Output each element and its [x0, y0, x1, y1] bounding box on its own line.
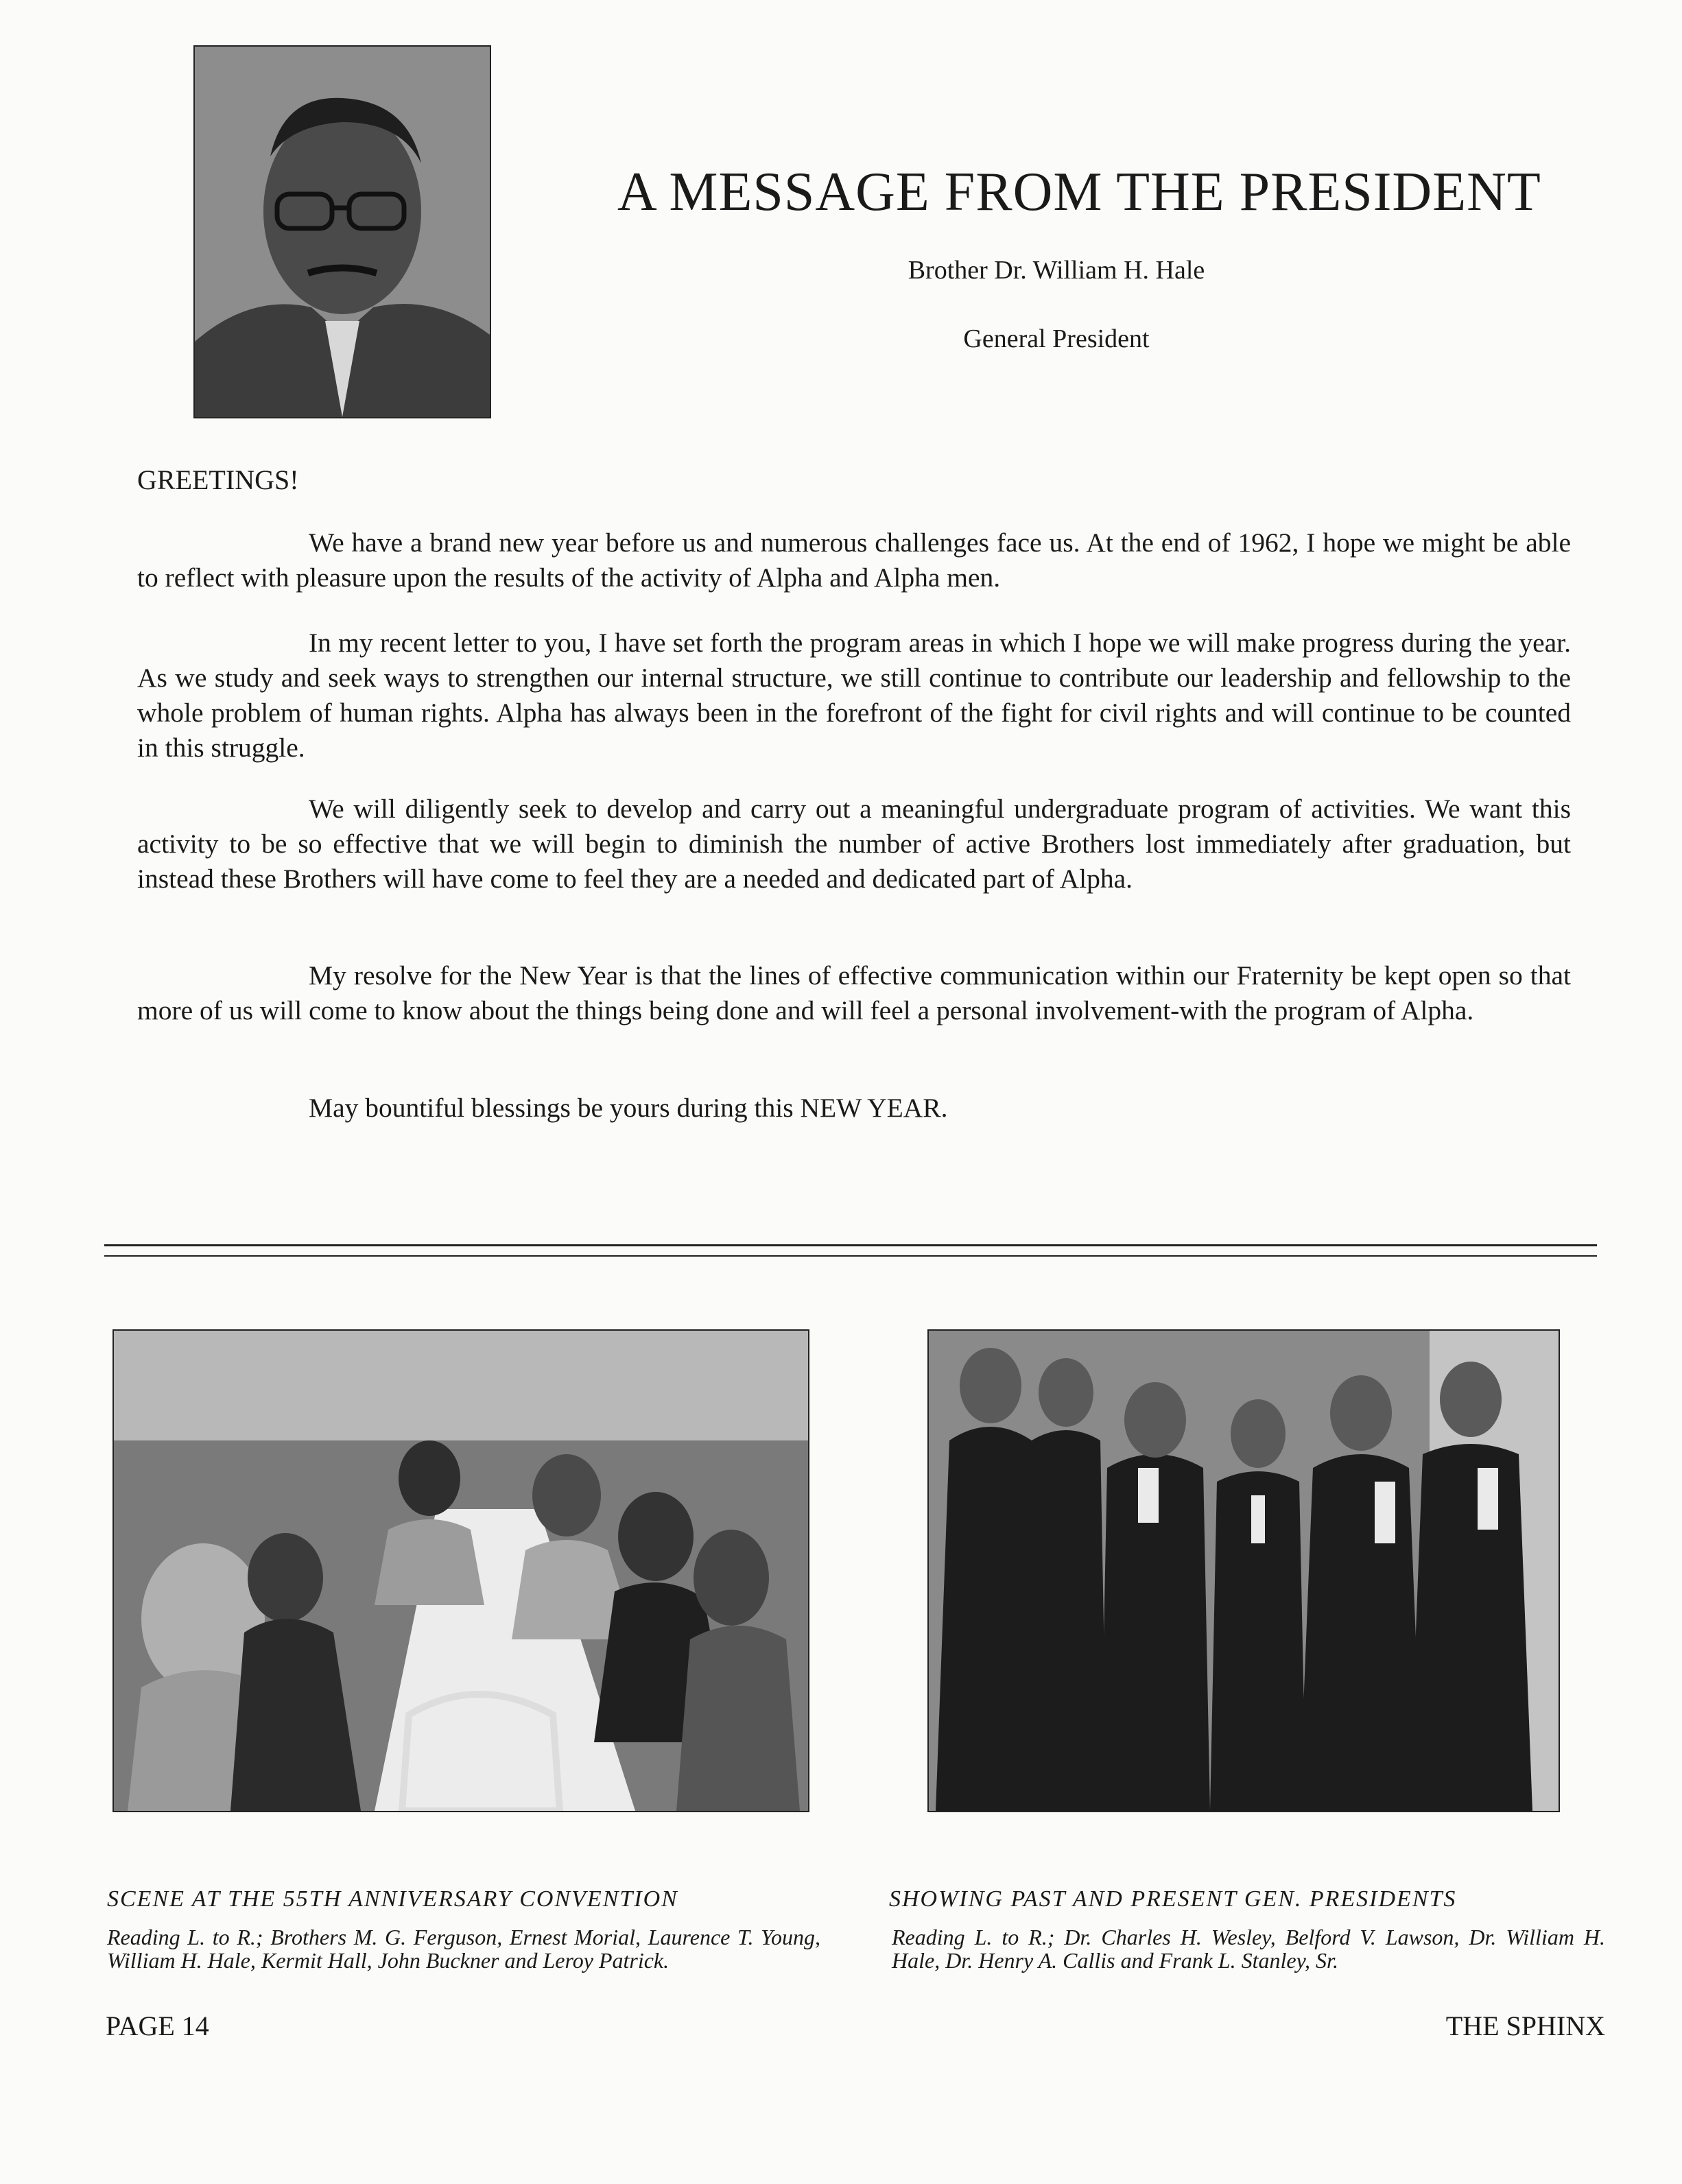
portrait-photo: [193, 45, 491, 418]
author-role: General President: [963, 324, 1150, 353]
paragraph-3: We will diligently seek to develop and carry out a meaningful undergraduate program of activities. We want this activity to be so effective that we will begin to diminish the number of active Brothers lost immediately after graduation, but instead these Brothers will have come to feel they are a needed and dedicated part of Alpha.: [137, 794, 1571, 894]
left-caption-text: Reading L. to R.; Brothers M. G. Ferguson, Ernest Morial, Laurence T. Young, William H. Hale, Kermit Hall, John Buckner and Leroy Patrick.: [107, 1925, 820, 1973]
divider-rule-top: [104, 1244, 1597, 1246]
paragraph-2: In my recent letter to you, I have set forth the program areas in which I hope we will make progress during the year. As we study and seek ways to strengthen our internal structure, we still continue to contribute our leadership and fellowship to the whole problem of human rights. Alpha has always been in the forefront of the fight for civil rights and will continue to be counted in this struggle.: [137, 628, 1571, 763]
page-number: PAGE 14: [106, 2010, 209, 2041]
publication-name: THE SPHINX: [1445, 2010, 1605, 2041]
left-caption-title: SCENE AT THE 55TH ANNIVERSARY CONVENTION: [107, 1886, 678, 1912]
paragraph-1: We have a brand new year before us and numerous challenges face us. At the end of 1962, I hope we might be able to reflect with pleasure upon the results of the activity of Alpha and Alpha men.: [137, 527, 1571, 593]
paragraph-4: My resolve for the New Year is that the lines of effective communication within our Fraternity be kept open so that more of us will come to know about the things being done and will feel a personal involvement-with the program of Alpha.: [137, 960, 1571, 1025]
right-caption-text: Reading L. to R.; Dr. Charles H. Wesley, Belford V. Lawson, Dr. William H. Hale, Dr. Henry A. Callis and Frank L. Stanley, Sr.: [892, 1925, 1605, 1973]
presidents-photo: [927, 1329, 1560, 1812]
page-title: A MESSAGE FROM THE PRESIDENT: [617, 162, 1541, 222]
convention-photo: [112, 1329, 809, 1812]
author-name: Brother Dr. William H. Hale: [908, 256, 1205, 285]
paragraph-5: May bountiful blessings be yours during this NEW YEAR.: [309, 1093, 948, 1123]
right-caption-title: SHOWING PAST AND PRESENT GEN. PRESIDENTS: [889, 1886, 1457, 1912]
greeting: GREETINGS!: [137, 464, 299, 495]
divider-rule-bottom: [104, 1255, 1597, 1257]
